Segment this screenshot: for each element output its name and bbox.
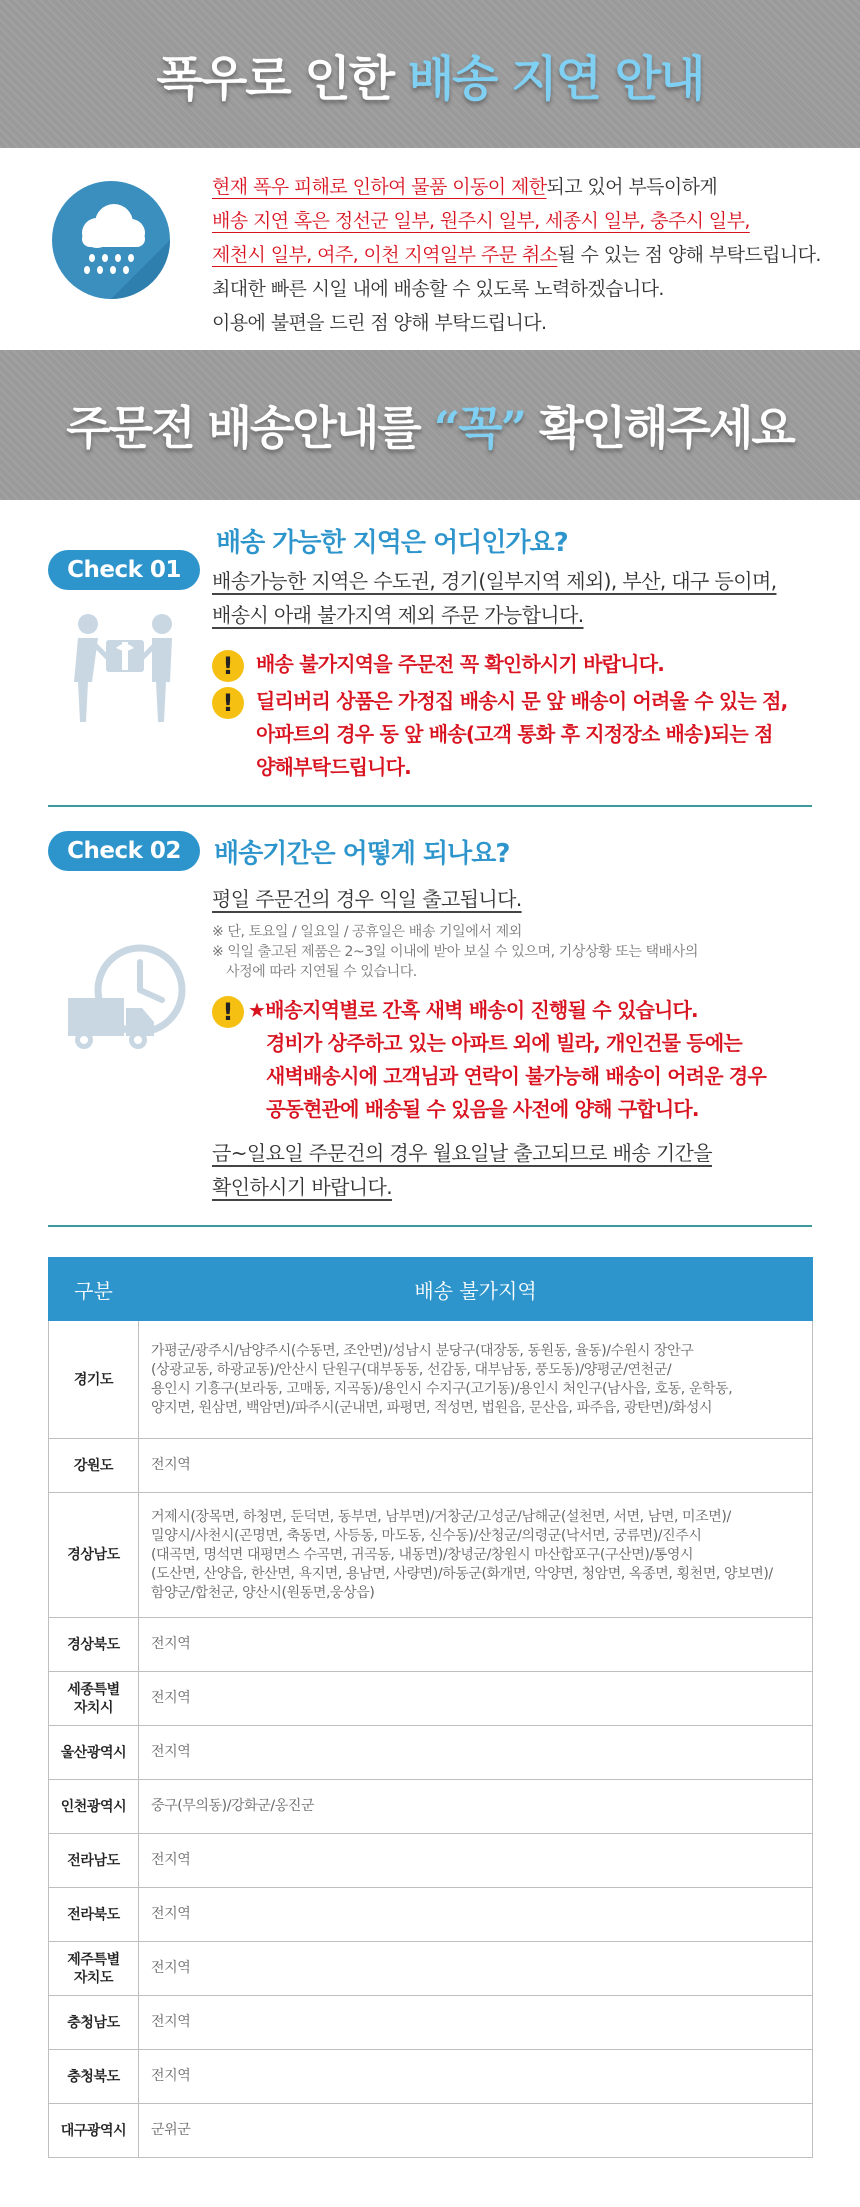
region-detail-line: 양지면, 원삼면, 백암면)/파주시(군내면, 파평면, 적성면, 법원읍, 문산읍, 파주읍, 광탄면)/화성시 — [151, 1399, 713, 1416]
header-category: 구분 — [49, 1258, 139, 1321]
region-detail-line: 용인시 기흥구(보라동, 고매동, 지곡동)/용인시 수지구(고기동)/용인시 처인구(남사읍, 호동, 운학동, — [151, 1380, 733, 1397]
region-cell — [49, 2104, 139, 2158]
region-name: 경상남도 — [67, 1547, 120, 1563]
region-detail-cell — [139, 1834, 813, 1888]
region-detail-cell — [139, 2050, 813, 2104]
delivery-handover-icon — [70, 608, 180, 732]
region-name: 자치도 — [73, 1969, 114, 1986]
region-detail-cell — [139, 1321, 813, 1439]
exclamation-icon: ! — [212, 996, 244, 1028]
region-name: 울산광역시 — [60, 1744, 127, 1761]
region-name: 충청남도 — [67, 2014, 120, 2031]
exclamation-icon: ! — [212, 687, 244, 719]
rain-cloud-icon — [52, 181, 170, 299]
region-name: 대구광역시 — [60, 2122, 127, 2139]
check-02-para-2: 금~일요일 주문건의 경우 월요일날 출고되므로 배송 기간을 — [212, 1141, 712, 1165]
region-name: 전라남도 — [67, 1852, 120, 1869]
notice-line-4: 최대한 빠른 시일 내에 배송할 수 있도록 노력하겠습니다. — [212, 278, 664, 300]
region-cell — [49, 1726, 139, 1780]
region-detail-cell — [139, 1996, 813, 2050]
region-cell — [49, 1618, 139, 1672]
check-01-para-1: 배송가능한 지역은 수도권, 경기(일부지역 제외), 부산, 대구 등이며, — [212, 569, 777, 593]
exclamation-icon: ! — [212, 650, 244, 682]
region-detail-cell — [139, 1618, 813, 1672]
table-body — [49, 1321, 813, 2158]
table-row — [49, 1726, 813, 1780]
check-02-pill: Check 02 — [48, 831, 200, 871]
check-01-para-2: 배송시 아래 불가지역 제외 주문 가능합니다. — [212, 603, 584, 627]
region-detail-cell — [139, 1888, 813, 1942]
region-detail-line: (상광교동, 하광교동)/안산시 단원구(대부동동, 선감동, 대부남동, 풍도동)/양평군/연천군/ — [151, 1361, 672, 1378]
guide-banner-title: 주문전 배송안내를 “꼭” 확인해주세요 — [66, 401, 794, 455]
check-02-note-3: 사정에 따라 지연될 수 있습니다. — [226, 964, 417, 980]
region-cell — [49, 1996, 139, 2050]
region-cell — [49, 1672, 139, 1726]
guide-banner — [0, 350, 860, 500]
check-01-section — [0, 500, 860, 805]
check-02-warning: ! ★배송지역별로 간혹 새벽 배송이 진행될 수 있습니다. 경비가 상주하고 있는 아파트 외에 빌라, 개인건물 등에는 새벽배송시에 고객님과 연락이 불가능해 배송이 어려운 경우 공동현관에 배송될 수 있음을 사전에 양해 구합니다. — [212, 994, 852, 1126]
check-01-pill: Check 01 — [48, 550, 200, 590]
region-name: 전라북도 — [67, 1906, 120, 1923]
region-detail-line: 가평군/광주시/남양주시(수동면, 조안면)/성남시 분당구(대장동, 동원동, 율동)/수원시 장안구 — [151, 1342, 694, 1359]
region-detail-line: 전지역 — [151, 1744, 191, 1760]
region-detail-cell — [139, 1942, 813, 1996]
check-01-warning-1: ! 배송 불가지역을 주문전 꼭 확인하시기 바랍니다. — [212, 648, 852, 681]
table-row — [49, 1780, 813, 1834]
region-cell — [49, 2050, 139, 2104]
table-row — [49, 2050, 813, 2104]
region-detail-line: 전지역 — [151, 1906, 191, 1922]
notice-line-1: 현재 폭우 피해로 인하여 물품 이동이 제한되고 있어 부득이하게 — [212, 176, 718, 198]
check-02-note-2: ※ 익일 출고된 제품은 2~3일 이내에 받아 보실 수 있으며, 기상상황 또는 택배사의 — [212, 944, 699, 960]
table-row — [49, 1321, 813, 1439]
check-02-para-1: 평일 주문건의 경우 익일 출고됩니다. — [212, 887, 522, 911]
region-detail-cell — [139, 1493, 813, 1618]
table-header-row — [49, 1258, 813, 1321]
region-detail-line: 전지역 — [151, 1960, 191, 1976]
delay-banner — [0, 0, 860, 148]
region-name: 경상북도 — [67, 1636, 120, 1653]
table-row — [49, 1618, 813, 1672]
region-detail-line: 전지역 — [151, 2068, 191, 2084]
check-02-para-3: 확인하시기 바랍니다. — [212, 1175, 392, 1199]
region-detail-line: 전지역 — [151, 1852, 191, 1868]
check-02-note-1: ※ 단, 토요일 / 일요일 / 공휴일은 배송 기일에서 제외 — [212, 924, 522, 940]
notice-line-2: 배송 지연 혹은 정선군 일부, 원주시 일부, 세종시 일부, 충주시 일부, — [212, 210, 750, 232]
region-detail-line: 전지역 — [151, 1690, 191, 1706]
region-name: 경기도 — [73, 1371, 114, 1388]
check-02-title: 배송기간은 어떻게 되나요? — [214, 839, 510, 869]
region-name: 제주특별 — [67, 1951, 120, 1968]
region-cell — [49, 1321, 139, 1439]
region-cell — [49, 1493, 139, 1618]
region-detail-line: (대곡면, 명석면 대평면스 수곡면, 귀곡동, 내동면)/창녕군/창원시 마산합포구(구산면)/통영시 — [151, 1546, 694, 1563]
header-undeliverable: 배송 불가지역 — [139, 1258, 813, 1321]
region-detail-line: 전지역 — [151, 1457, 191, 1473]
region-cell — [49, 1439, 139, 1493]
region-detail-cell — [139, 1672, 813, 1726]
region-name: 강원도 — [73, 1457, 114, 1474]
region-name: 자치시 — [73, 1699, 114, 1716]
region-cell — [49, 1942, 139, 1996]
region-detail-cell — [139, 2104, 813, 2158]
region-name: 충청북도 — [67, 2068, 120, 2085]
undeliverable-table-section — [0, 1227, 860, 2186]
region-cell — [49, 1888, 139, 1942]
check-02-section — [0, 807, 860, 1225]
region-detail-line: 전지역 — [151, 1636, 191, 1652]
table-row — [49, 1888, 813, 1942]
undeliverable-regions-table — [48, 1257, 813, 2158]
region-cell — [49, 1834, 139, 1888]
region-detail-cell — [139, 1439, 813, 1493]
region-cell — [49, 1780, 139, 1834]
region-detail-cell — [139, 1780, 813, 1834]
check-01-title: 배송 가능한 지역은 어디인가요? — [216, 528, 568, 558]
table-row — [49, 2104, 813, 2158]
region-detail-line: 거제시(장목면, 하청면, 둔덕면, 동부면, 남부면)/거창군/고성군/남해군(설천면, 서면, 남면, 미조면)/ — [151, 1508, 731, 1525]
region-detail-line: 중구(무의동)/강화군/옹진군 — [151, 1798, 315, 1814]
region-detail-line: 군위군 — [151, 2122, 191, 2138]
region-detail-cell — [139, 1726, 813, 1780]
delay-notice — [0, 148, 860, 350]
delay-banner-title: 폭우로 인한 배송 지연 안내 — [156, 50, 704, 107]
region-detail-line: 전지역 — [151, 2014, 191, 2030]
notice-line-3: 제천시 일부, 여주, 이천 지역일부 주문 취소될 수 있는 점 양해 부탁드립니다. — [212, 244, 821, 266]
table-row — [49, 1834, 813, 1888]
region-name: 인천광역시 — [60, 1798, 127, 1815]
table-row — [49, 1942, 813, 1996]
region-detail-line: 함양군/합천군, 양산시(원동면,웅상읍) — [151, 1584, 375, 1601]
table-row — [49, 1672, 813, 1726]
table-row — [49, 1996, 813, 2050]
table-row — [49, 1439, 813, 1493]
notice-line-5: 이용에 불편을 드린 점 양해 부탁드립니다. — [212, 312, 547, 334]
region-detail-line: 밀양시/사천시(곤명면, 축동면, 사등동, 마도동, 신수동)/산청군/의령군(낙서면, 궁류면)/진주시 — [151, 1527, 702, 1544]
region-name: 세종특별 — [67, 1681, 120, 1698]
clock-truck-icon — [66, 940, 196, 1059]
check-01-warning-2: ! 딜리버리 상품은 가정집 배송시 문 앞 배송이 어려울 수 있는 점, 아파트의 경우 동 앞 배송(고객 통화 후 지정장소 배송)되는 점 양해부탁드립니다. — [212, 685, 852, 784]
region-detail-line: (도산면, 산양읍, 한산면, 욕지면, 용남면, 사량면)/하동군(화개면, 악양면, 청암면, 옥종면, 횡천면, 양보면)/ — [151, 1565, 773, 1582]
table-row — [49, 1493, 813, 1618]
